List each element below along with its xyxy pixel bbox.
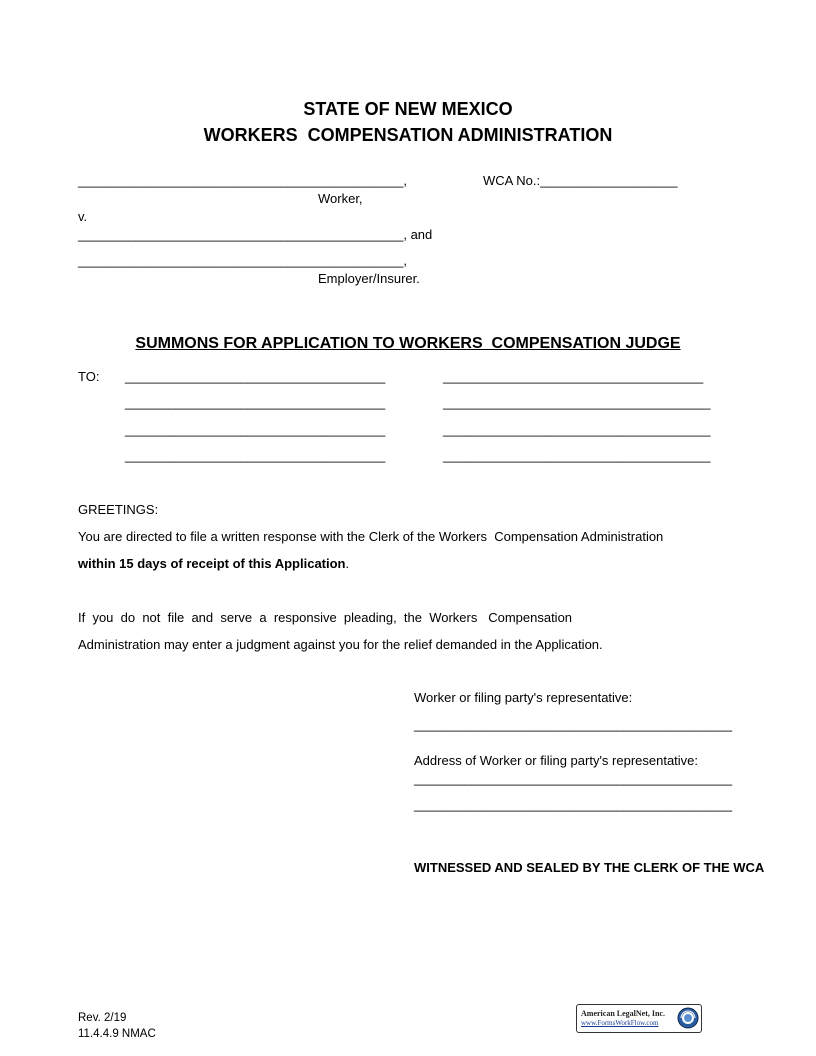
address-label: Address of Worker or filing party's representative: [414, 753, 699, 768]
nmac-label: 11.4.4.9 NMAC [78, 1028, 156, 1040]
warning-line-2: Administration may enter a judgment against you for the relief demanded in the Application. [78, 637, 603, 652]
address-line-1[interactable]: ____________________________________________ [414, 771, 733, 786]
to-right-line-4[interactable]: _____________________________________ [443, 448, 711, 463]
response-deadline: within 15 days of receipt of this Application [78, 556, 346, 571]
employer-name-field[interactable]: _____________________________________________, and [78, 227, 433, 242]
instruction-line-1: You are directed to file a written response with the Clerk of the Workers Compensation Administration [78, 529, 664, 544]
to-right-line-2[interactable]: _____________________________________ [443, 395, 711, 410]
page-title-state: STATE OF NEW MEXICO [303, 99, 513, 119]
greetings-label: GREETINGS: [78, 502, 159, 517]
representative-line[interactable]: ____________________________________________ [414, 717, 733, 732]
instruction-period: . [345, 556, 350, 571]
to-left-line-1[interactable]: ____________________________________ [125, 369, 386, 384]
american-legalnet-logo[interactable] [576, 1004, 702, 1033]
worker-name-field[interactable]: _____________________________________________, [78, 173, 407, 188]
page-title-agency: WORKERS COMPENSATION ADMINISTRATION [203, 125, 613, 145]
revision-label: Rev. 2/19 [78, 1012, 127, 1024]
to-left-line-3[interactable]: ____________________________________ [125, 422, 386, 437]
to-left-line-2[interactable]: ____________________________________ [125, 395, 386, 410]
versus-label: v. [78, 209, 88, 224]
logo-company-name: American LegalNet, Inc. [581, 1009, 665, 1018]
to-right-line-1[interactable]: ____________________________________ [443, 369, 704, 384]
worker-label: Worker, [318, 191, 363, 206]
globe-icon [677, 1007, 699, 1029]
address-line-2[interactable]: ____________________________________________ [414, 797, 733, 812]
summons-title: SUMMONS FOR APPLICATION TO WORKERS COMPENSATION JUDGE [135, 335, 681, 352]
wca-number-field[interactable]: WCA No.:___________________ [483, 173, 678, 188]
instruction-line-2 [78, 557, 349, 570]
to-right-line-3[interactable]: _____________________________________ [443, 422, 711, 437]
witness-statement: WITNESSED AND SEALED BY THE CLERK OF THE WCA [414, 860, 765, 875]
logo-url-link[interactable]: www.FormsWorkFlow.com [581, 1019, 659, 1027]
to-left-line-4[interactable]: ____________________________________ [125, 448, 386, 463]
representative-label: Worker or filing party's representative: [414, 690, 633, 705]
warning-line-1: If you do not file and serve a responsive pleading, the Workers Compensation [78, 610, 573, 625]
employer-insurer-label: Employer/Insurer. [318, 271, 420, 286]
insurer-name-field[interactable]: _____________________________________________, [78, 253, 407, 268]
to-label: TO: [78, 369, 100, 384]
